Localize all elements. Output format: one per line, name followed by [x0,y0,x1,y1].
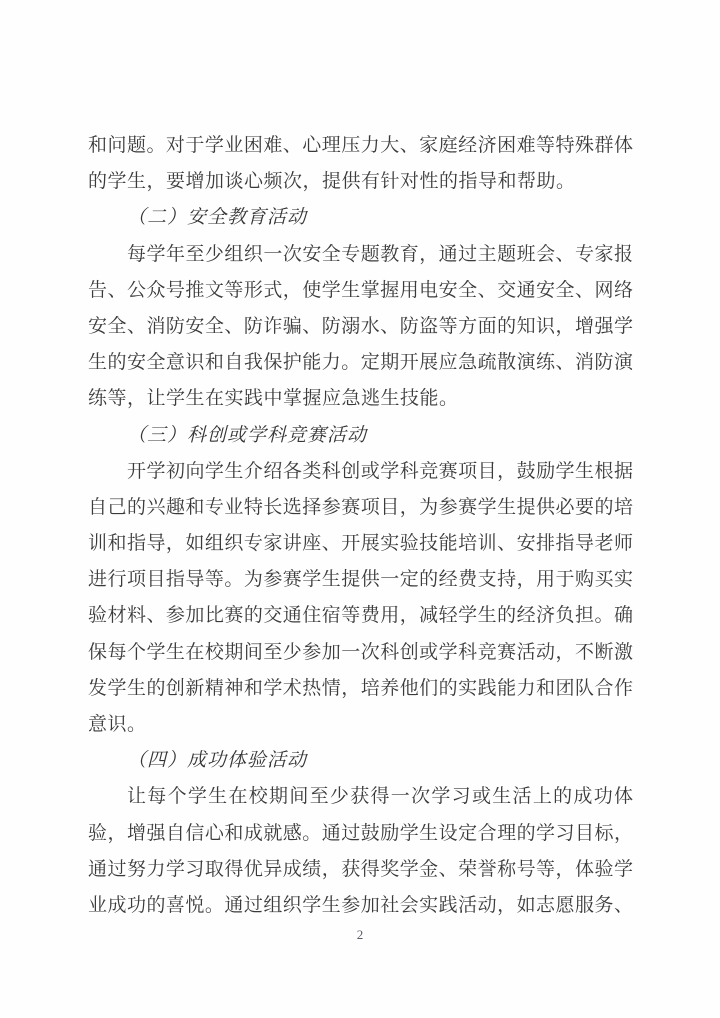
text-line: 和问题。对于学业困难、心理压力大、家庭经济困难等特殊群体 [88,135,633,156]
document-text-block [88,128,633,924]
section-heading: （四）成功体验活动 [127,750,308,772]
text-line: 进行项目指导等。为参赛学生提供一定的经费支持，用于购买实 [88,569,633,591]
text-line: 的学生，要增加谈心频次，提供有针对性的指导和帮助。 [88,171,576,193]
text-line: 验，增强自信心和成就感。通过鼓励学生设定合理的学习目标， [88,822,633,844]
section-heading: （三）科创或学科竞赛活动 [127,424,368,446]
page-number: 2 [356,927,364,942]
text-line: 每学年至少组织一次安全专题教育，通过主题班会、专家报 [127,243,633,265]
text-line: 练等，让学生在实践中掌握应急逃生技能。 [88,388,459,410]
text-line: 让每个学生在校期间至少获得一次学习或生活上的成功体 [127,786,633,808]
text-line: 意识。 [88,714,147,735]
text-line: 通过努力学习取得优异成绩，获得奖学金、荣誉称号等，体验学 [88,858,633,880]
text-line: 训和指导，如组织专家讲座、开展实验技能培训、安排指导老师 [88,533,633,555]
text-line: 发学生的创新精神和学术热情，培养他们的实践能力和团队合作 [88,677,633,699]
text-line: 告、公众号推文等形式，使学生掌握用电安全、交通安全、网络 [88,279,633,301]
text-line: 生的安全意识和自我保护能力。定期开展应急疏散演练、消防演 [88,352,633,374]
text-line: 验材料、参加比赛的交通住宿等费用，减轻学生的经济负担。确 [88,605,633,627]
section-heading: （二）安全教育活动 [127,207,308,229]
text-line: 业成功的喜悦。通过组织学生参加社会实践活动，如志愿服务、 [88,894,633,916]
text-line: 开学初向学生介绍各类科创或学科竞赛项目，鼓励学生根据 [127,460,633,482]
text-line: 保每个学生在校期间至少参加一次科创或学科竞赛活动，不断激 [88,641,633,663]
text-line: 自己的兴趣和专业特长选择参赛项目，为参赛学生提供必要的培 [88,496,633,518]
text-line: 安全、消防安全、防诈骗、防溺水、防盗等方面的知识，增强学 [88,315,633,337]
